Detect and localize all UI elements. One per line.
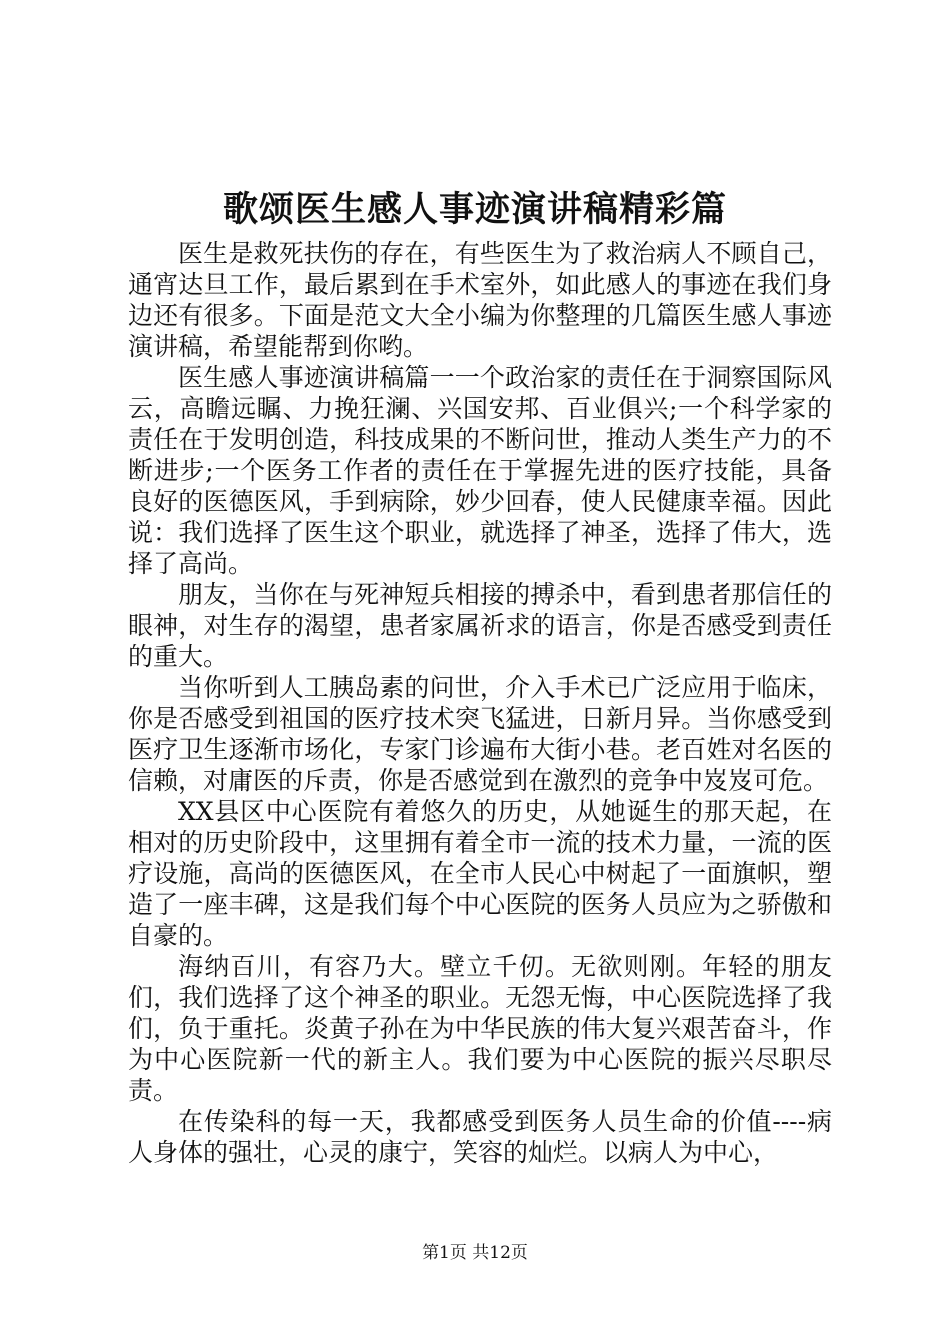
document-body: [128, 238, 832, 1168]
page-footer: 第1页 共12页: [422, 1243, 528, 1263]
document-title: 歌颂医生感人事迹演讲稿精彩篇: [222, 189, 727, 230]
paragraph: 海纳百川，有容乃大。壁立千仞。无欲则刚。年轻的朋友们，我们选择了这个神圣的职业。无怨无悔，中心医院选择了我们，负于重托。炎黄子孙在为中华民族的伟大复兴艰苦奋斗，作为中心医院新一代的新主人。我们要为中心医院的振兴尽职尽责。: [128, 952, 832, 1105]
paragraph: XX县区中心医院有着悠久的历史，从她诞生的那天起，在相对的历史阶段中，这里拥有着全市一流的技术力量，一流的医疗设施，高尚的医德医风，在全市人民心中树起了一面旗帜，塑造了一座丰碑，这是我们每个中心医院的医务人员应为之骄傲和自豪的。: [128, 797, 832, 950]
paragraph: 医生是救死扶伤的存在，有些医生为了救治病人不顾自己，通宵达旦工作，最后累到在手术室外，如此感人的事迹在我们身边还有很多。下面是范文大全小编为你整理的几篇医生感人事迹演讲稿，希望能帮到你哟。: [128, 239, 832, 361]
paragraph: 在传染科的每一天，我都感受到医务人员生命的价值----病人身体的强壮，心灵的康宁，笑容的灿烂。以病人为中心，: [128, 1107, 832, 1167]
paragraph: 当你听到人工胰岛素的问世，介入手术已广泛应用于临床，你是否感受到祖国的医疗技术突飞猛进，日新月异。当你感受到医疗卫生逐渐市场化，专家门诊遍布大街小巷。老百姓对名医的信赖，对庸医的斥责，你是否感觉到在激烈的竞争中岌岌可危。: [128, 673, 832, 795]
paragraph: 朋友，当你在与死神短兵相接的搏杀中，看到患者那信任的眼神，对生存的渴望，患者家属祈求的语言，你是否感受到责任的重大。: [128, 580, 832, 671]
paragraph: 医生感人事迹演讲稿篇一一个政治家的责任在于洞察国际风云，高瞻远瞩、力挽狂澜、兴国安邦、百业俱兴;一个科学家的责任在于发明创造，科技成果的不断问世，推动人类生产力的不断进步;一个医务工作者的责任在于掌握先进的医疗技能，具备良好的医德医风，手到病除，妙少回春，使人民健康幸福。因此说：我们选择了医生这个职业，就选择了神圣，选择了伟大，选择了高尚。: [128, 363, 832, 578]
